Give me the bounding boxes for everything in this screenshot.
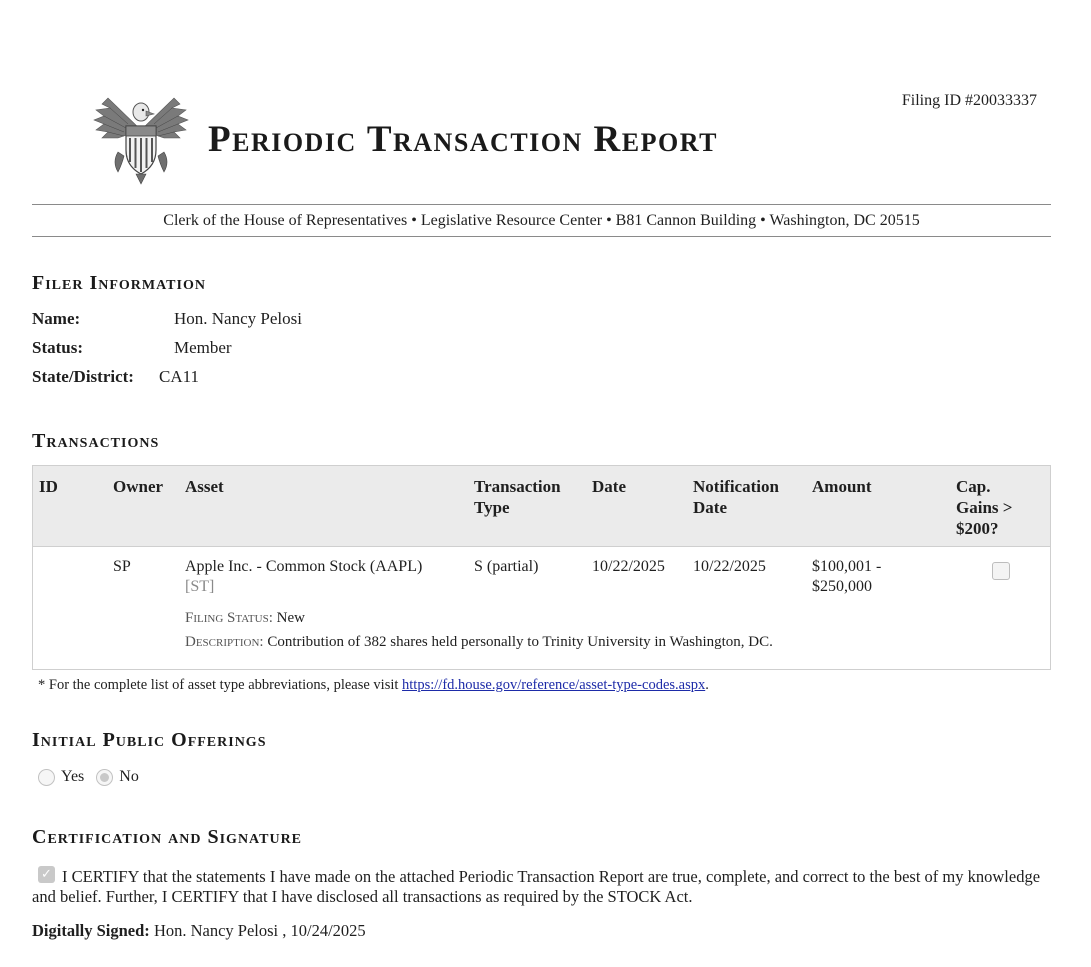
certify-checkbox[interactable] <box>38 866 55 883</box>
transactions-table <box>32 465 1051 670</box>
signed-label: Digitally Signed: <box>32 921 150 940</box>
asset-type-code: [ST] <box>185 578 215 595</box>
digital-signature <box>32 921 366 941</box>
row-owner: SP <box>113 558 131 575</box>
filer-district-row <box>32 367 199 387</box>
transactions-heading: Transactions <box>32 430 160 452</box>
filer-name-row <box>32 309 302 329</box>
filer-status-row <box>32 338 232 358</box>
cap-gains-checkbox[interactable] <box>992 562 1010 580</box>
page-title: Periodic Transaction Report <box>208 119 718 160</box>
house-seal-eagle-icon <box>88 90 194 186</box>
asset-codes-link[interactable]: https://fd.house.gov/reference/asset-type-codes.aspx <box>402 677 706 693</box>
status-label: Status: <box>32 338 84 357</box>
row-transaction-type: S (partial) <box>474 558 539 575</box>
table-header <box>33 466 1050 547</box>
ipo-no-label: No <box>119 768 139 785</box>
col-cap-gains: Cap. Gains > $200? <box>956 477 1013 538</box>
row-date: 10/22/2025 <box>592 558 665 575</box>
row-asset <box>185 557 422 597</box>
col-date: Date <box>592 477 626 496</box>
name-label: Name: <box>32 309 81 328</box>
ipo-yes-radio[interactable] <box>38 769 55 786</box>
ipo-yes-label: Yes <box>61 768 85 785</box>
col-amount: Amount <box>812 477 872 496</box>
name-value: Hon. Nancy Pelosi <box>174 309 302 328</box>
filer-heading: Filer Information <box>32 272 206 294</box>
col-id: ID <box>39 477 58 496</box>
status-value: Member <box>174 338 232 357</box>
asset-codes-footnote: * For the complete list of asset type abbreviations, please visit https://fd.house.gov/reference/asset-type-codes.aspx. <box>38 677 709 693</box>
col-asset: Asset <box>185 477 224 496</box>
row-notification-date: 10/22/2025 <box>693 558 766 575</box>
row-amount: $100,001 - $250,000 <box>812 558 882 595</box>
signed-value: Hon. Nancy Pelosi , 10/24/2025 <box>153 921 366 940</box>
filing-status: Filing Status: New <box>185 610 305 626</box>
filing-id: Filing ID #20033337 <box>901 92 1037 109</box>
address-bar: Clerk of the House of Representatives • Legislative Resource Center • B81 Cannon Building • Washington, DC 20515 <box>32 204 1051 237</box>
col-owner: Owner <box>113 477 164 496</box>
ipo-no-radio[interactable] <box>96 769 113 786</box>
col-transaction-type: Transaction Type <box>474 477 561 517</box>
asset-name: Apple Inc. - Common Stock (AAPL) <box>185 558 423 575</box>
ipo-heading: Initial Public Offerings <box>32 729 267 751</box>
description: Description: Contribution of 382 shares held personally to Trinity University in Washington, DC. <box>185 634 773 650</box>
certify-text: I CERTIFY that the statements I have made on the attached Periodic Transaction Report are true, complete, and correct to the best of my knowledge and belief. Further, I CERTIFY that I have disclosed all transactions as required by the STOCK Act. <box>32 867 1041 906</box>
district-label: State/District: <box>32 367 134 386</box>
ipo-radio-group <box>38 768 151 786</box>
certification-heading: Certification and Signature <box>32 826 303 848</box>
col-notification-date: Notification Date <box>693 477 779 517</box>
district-value: CA11 <box>159 367 199 386</box>
checkmark-icon: ✓ <box>41 867 52 882</box>
